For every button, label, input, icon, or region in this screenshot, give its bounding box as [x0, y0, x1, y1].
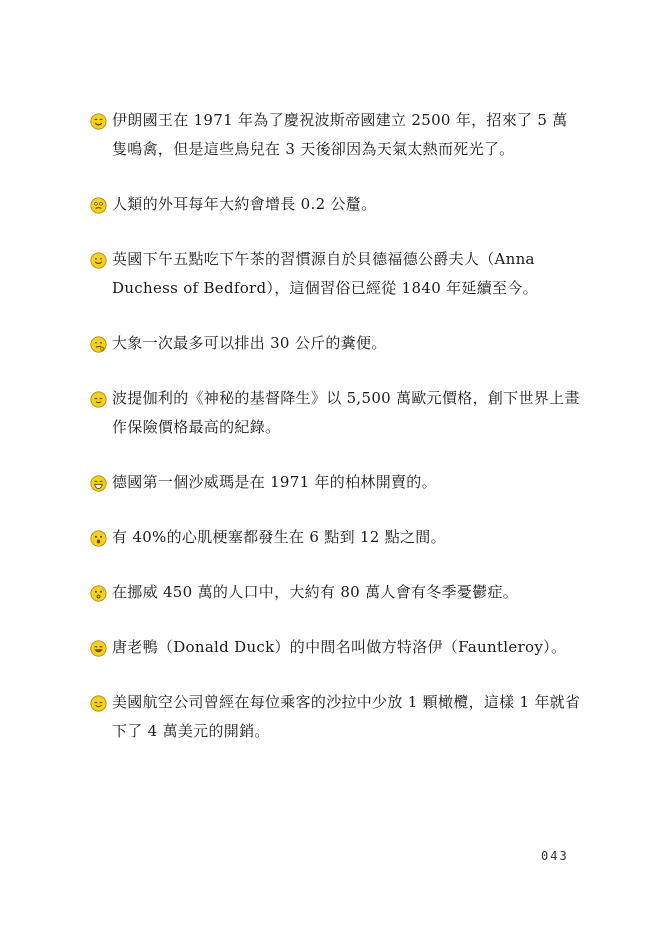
fact-item-4	[90, 329, 582, 358]
fact-text: 唐老鴨（Donald Duck）的中間名叫做方特洛伊（Fauntleroy）。	[112, 638, 567, 656]
fact-item-10	[90, 688, 582, 746]
worried-face-icon	[90, 585, 107, 602]
smiling-face-icon	[90, 113, 107, 130]
fact-text: 人類的外耳每年大約會增長 0.2 公釐。	[112, 195, 377, 213]
fact-text: 美國航空公司曾經在每位乘客的沙拉中少放 1 顆橄欖，這樣 1 年就省下了 4 萬美元的開銷。	[112, 693, 581, 740]
grinning-face-icon	[90, 475, 107, 492]
fact-item-6	[90, 468, 582, 497]
smiling-face-icon	[90, 695, 107, 712]
smiling-face-icon	[90, 252, 107, 269]
fact-item-5	[90, 384, 582, 442]
fact-item-7	[90, 523, 582, 552]
thinking-face-icon	[90, 336, 107, 353]
confused-face-icon	[90, 197, 107, 214]
fact-text: 德國第一個沙威瑪是在 1971 年的柏林開賣的。	[112, 473, 437, 491]
fact-text: 在挪威 450 萬的人口中，大約有 80 萬人會有冬季憂鬱症。	[112, 583, 519, 601]
fact-list	[90, 106, 582, 746]
fact-item-9	[90, 633, 582, 662]
fact-text: 伊朗國王在 1971 年為了慶祝波斯帝國建立 2500 年，招來了 5 萬隻鳴禽，但是這些鳥兒在 3 天後卻因為天氣太熱而死光了。	[112, 111, 568, 158]
fact-item-2	[90, 190, 582, 219]
page-number: 043	[541, 849, 569, 863]
surprised-face-icon	[90, 530, 107, 547]
fact-item-8	[90, 578, 582, 607]
fact-text: 大象一次最多可以排出 30 公斤的糞便。	[112, 334, 387, 352]
happy-face-icon	[90, 640, 107, 657]
fact-text: 波提伽利的《神秘的基督降生》以 5,500 萬歐元價格，創下世界上畫作保險價格最高的紀錄。	[112, 389, 580, 436]
fact-text: 英國下午五點吃下午茶的習慣源自於貝德福德公爵夫人（Anna Duchess of Bedford），這個習俗已經從 1840 年延續至今。	[112, 250, 538, 297]
fact-item-3	[90, 245, 582, 303]
fact-item-1	[90, 106, 582, 164]
content-face-icon	[90, 391, 107, 408]
fact-text: 有 40%的心肌梗塞都發生在 6 點到 12 點之間。	[112, 528, 446, 546]
